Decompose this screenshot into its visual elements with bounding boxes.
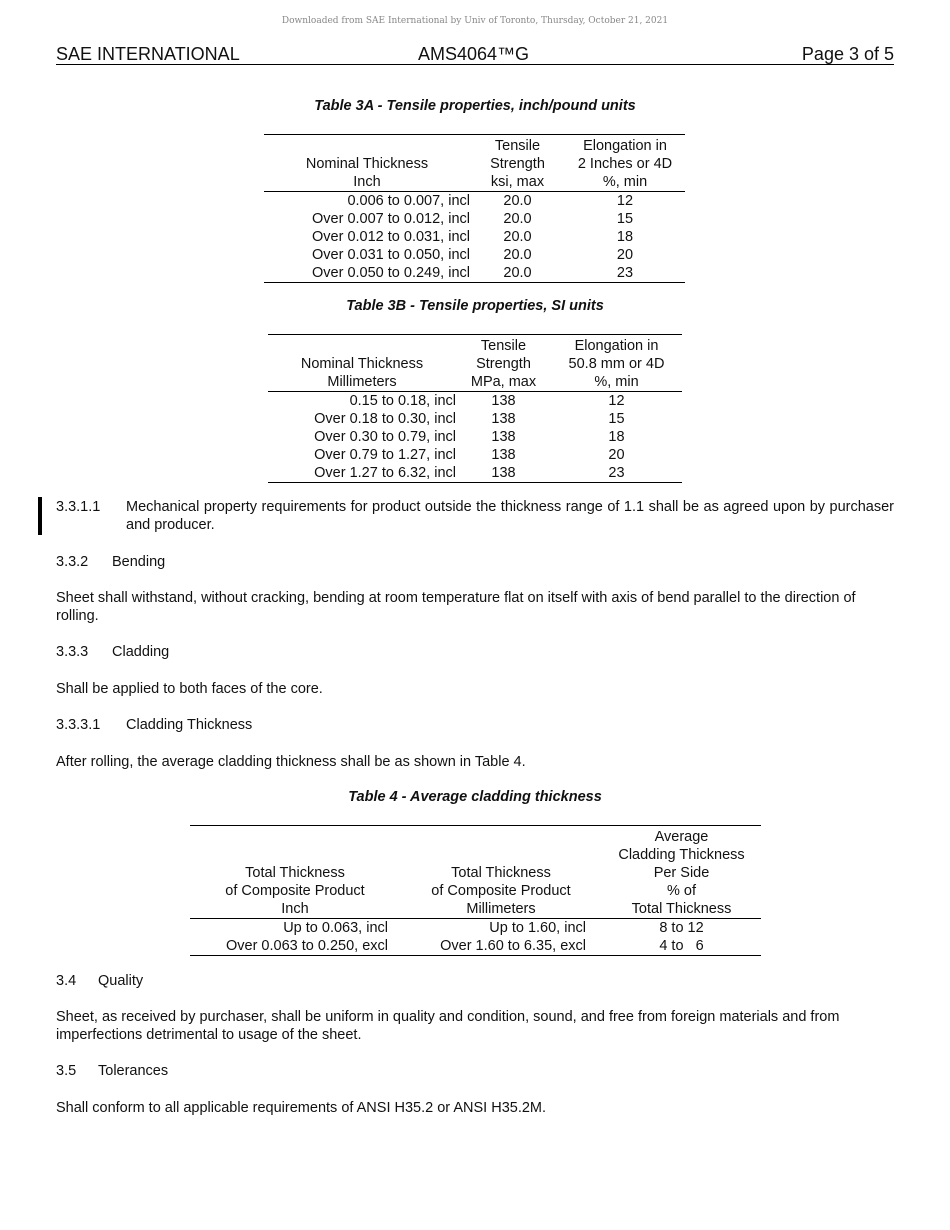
section-number: 3.3.1.1 bbox=[56, 499, 101, 515]
table-4-caption: Table 4 - Average cladding thickness bbox=[348, 789, 602, 805]
section-3-3-1-1 bbox=[56, 498, 894, 534]
section-3-3-2-heading: 3.3.2 Bending bbox=[56, 554, 166, 570]
section-3-5-text: Shall conform to all applicable requirements of ANSI H35.2 or ANSI H35.2M. bbox=[56, 1100, 547, 1116]
table-3b-caption: Table 3B - Tensile properties, SI units bbox=[346, 298, 604, 314]
header-org: SAE INTERNATIONAL bbox=[56, 44, 240, 64]
table-4-col-cladding: Average Cladding Thickness Per Side % of Total Thickness bbox=[618, 829, 745, 917]
download-watermark: Downloaded from SAE International by Univ of Toronto, Thursday, October 21, 2021 bbox=[281, 16, 669, 26]
header-page-number: Page 3 of 5 bbox=[801, 44, 894, 64]
table-3b-col-strength: Tensile Strength MPa, max bbox=[470, 338, 537, 390]
table-3b-col-elongation: Elongation in 50.8 mm or 4D %, min bbox=[568, 338, 665, 390]
table-3b-col-thickness: Nominal Thickness Millimeters bbox=[300, 356, 424, 390]
revision-change-bar bbox=[38, 497, 42, 535]
table-row: Up to 0.063, incl Up to 1.60, incl 8 to 12 bbox=[283, 920, 704, 936]
section-3-5-heading: 3.5 Tolerances bbox=[56, 1063, 169, 1079]
page-header bbox=[56, 44, 894, 65]
table-row: 0.15 to 0.18, incl 138 12 bbox=[349, 393, 625, 409]
table-row: Over 0.063 to 0.250, excl Over 1.60 to 6.35, excl 4 to 6 bbox=[225, 938, 704, 954]
table-3a-col-elongation: Elongation in 2 Inches or 4D %, min bbox=[577, 138, 673, 190]
section-3-3-3-heading: 3.3.3 Cladding bbox=[56, 644, 170, 660]
table-row: Over 0.012 to 0.031, incl 20.0 18 bbox=[312, 229, 634, 245]
table-4-col-inch: Total Thickness of Composite Product Inch bbox=[225, 865, 365, 917]
table-3a bbox=[264, 134, 685, 283]
table-row: Over 0.031 to 0.050, incl 20.0 20 bbox=[312, 247, 634, 263]
table-row: Over 0.79 to 1.27, incl 138 20 bbox=[314, 447, 625, 463]
section-3-3-3-1-text: After rolling, the average cladding thickness shall be as shown in Table 4. bbox=[56, 754, 526, 770]
table-row: Over 0.007 to 0.012, incl 20.0 15 bbox=[312, 211, 634, 227]
table-3a-col-thickness: Nominal Thickness Inch bbox=[305, 156, 429, 190]
table-3a-col-strength: Tensile Strength ksi, max bbox=[490, 138, 545, 190]
table-row: Over 0.050 to 0.249, incl 20.0 23 bbox=[312, 265, 634, 281]
table-3a-caption: Table 3A - Tensile properties, inch/pound units bbox=[314, 98, 636, 114]
table-4 bbox=[190, 825, 761, 956]
table-row: Over 0.30 to 0.79, incl 138 18 bbox=[314, 429, 625, 445]
table-row: Over 0.18 to 0.30, incl 138 15 bbox=[314, 411, 625, 427]
table-row: Over 1.27 to 6.32, incl 138 23 bbox=[314, 465, 625, 481]
table-4-col-mm: Total Thickness of Composite Product Millimeters bbox=[431, 865, 571, 917]
section-text: Mechanical property requirements for product outside the thickness range of 1.1 shall be as agreed upon by purchaser and producer. bbox=[126, 499, 894, 533]
table-row: 0.006 to 0.007, incl 20.0 12 bbox=[347, 193, 634, 209]
section-3-4-heading: 3.4 Quality bbox=[56, 973, 144, 989]
table-3b bbox=[268, 334, 682, 483]
section-3-4-text: Sheet, as received by purchaser, shall be uniform in quality and condition, sound, and free from foreign materials and from imperfections detrimental to usage of the sheet. bbox=[56, 1009, 840, 1043]
section-3-3-2-text: Sheet shall withstand, without cracking, bending at room temperature flat on itself with axis of bend parallel to the direction of rolling. bbox=[56, 590, 856, 624]
header-doc-id: AMS4064™G bbox=[418, 44, 530, 64]
section-3-3-3-1-heading: 3.3.3.1 Cladding Thickness bbox=[56, 717, 253, 733]
section-3-3-3-text: Shall be applied to both faces of the core. bbox=[56, 681, 323, 697]
